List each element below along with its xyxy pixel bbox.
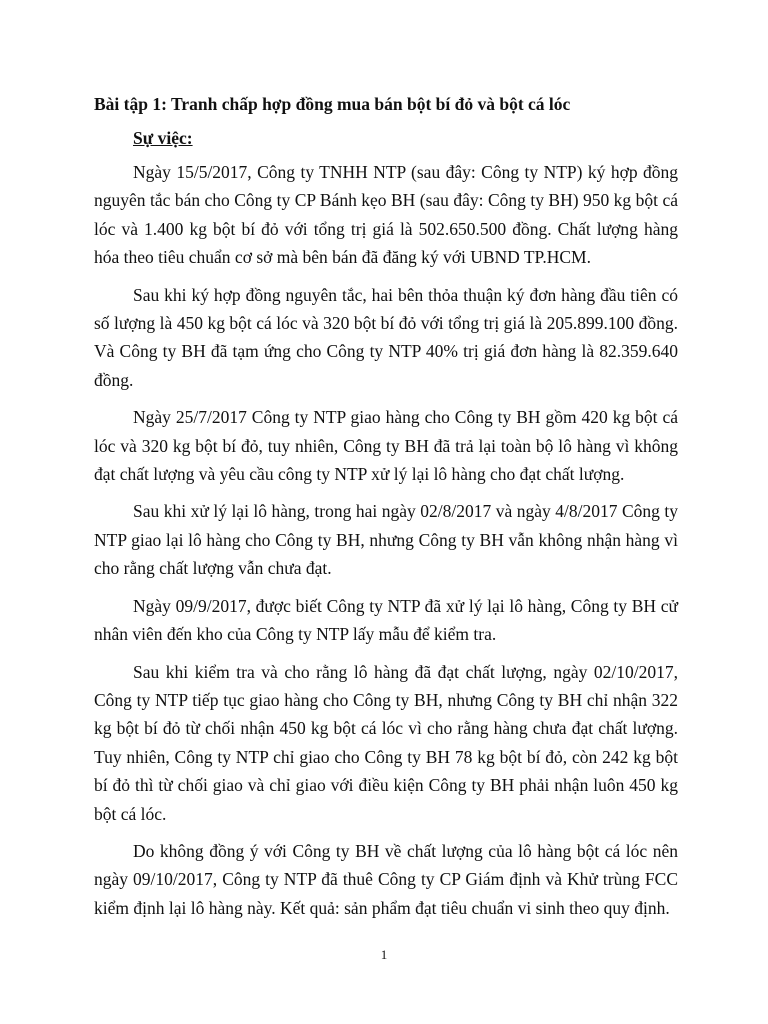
document-title: Bài tập 1: Tranh chấp hợp đồng mua bán bột bí đỏ và bột cá lóc <box>94 94 571 114</box>
paragraph: Ngày 25/7/2017 Công ty NTP giao hàng cho Công ty BH gồm 420 kg bột cá lóc và 320 kg bột bí đỏ, tuy nhiên, Công ty BH đã trả lại toàn bộ lô hàng vì không đạt chất lượng và yêu cầu công ty NTP xử lý lại lô hàng cho đạt chất lượng. <box>94 407 678 485</box>
document-body <box>94 90 678 931</box>
paragraph: Sau khi kiểm tra và cho rằng lô hàng đã đạt chất lượng, ngày 02/10/2017, Công ty NTP tiếp tục giao hàng cho Công ty BH, nhưng Công ty BH chỉ nhận 322 kg bột bí đỏ từ chối nhận 450 kg bột cá lóc vì cho rằng hàng chưa đạt chất lượng. Tuy nhiên, Công ty NTP chỉ giao cho Công ty BH 78 kg bột bí đỏ, còn 242 kg bột bí đỏ thì từ chối giao và chỉ giao với điều kiện Công ty BH phải nhận luôn 450 kg bột cá lóc. <box>94 661 678 824</box>
paragraph: Sau khi ký hợp đồng nguyên tắc, hai bên thỏa thuận ký đơn hàng đầu tiên có số lượng là 450 kg bột cá lóc và 320 bột bí đỏ với tổng trị giá là 205.899.100 đồng. Và Công ty BH đã tạm ứng cho Công ty NTP 40% trị giá đơn hàng là 82.359.640 đồng. <box>94 284 678 390</box>
paragraph: Ngày 15/5/2017, Công ty TNHH NTP (sau đây: Công ty NTP) ký hợp đồng nguyên tắc bán cho Công ty CP Bánh kẹo BH (sau đây: Công ty BH) 950 kg bột cá lóc và 1.400 kg bột bí đỏ với tổng trị giá là 502.650.500 đồng. Chất lượng hàng hóa theo tiêu chuẩn cơ sở mà bên bán đã đăng ký với UBND TP.HCM. <box>94 162 678 268</box>
paragraph: Ngày 09/9/2017, được biết Công ty NTP đã xử lý lại lô hàng, Công ty BH cử nhân viên đến kho của Công ty NTP lấy mẫu để kiểm tra. <box>94 595 678 645</box>
page-number: 1 <box>380 947 388 962</box>
paragraph: Do không đồng ý với Công ty BH về chất lượng của lô hàng bột cá lóc nên ngày 09/10/2017, Công ty NTP đã thuê Công ty CP Giám định và Khử trùng FCC kiểm định lại lô hàng này. Kết quả: sản phẩm đạt tiêu chuẩn vi sinh theo quy định. <box>94 840 678 918</box>
paragraph: Sau khi xử lý lại lô hàng, trong hai ngày 02/8/2017 và ngày 4/8/2017 Công ty NTP giao lại lô hàng cho Công ty BH, nhưng Công ty BH vẫn không nhận hàng vì cho rằng chất lượng vẫn chưa đạt. <box>94 501 678 579</box>
section-heading: Sự việc: <box>133 128 193 148</box>
